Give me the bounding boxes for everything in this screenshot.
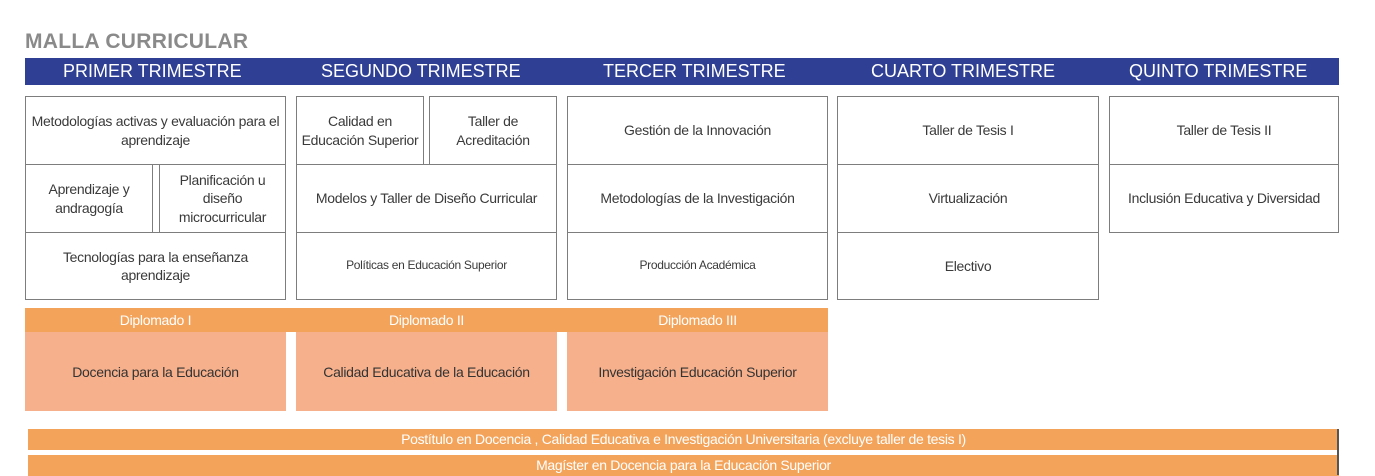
header-trimestre-4: CUARTO TRIMESTRE — [871, 61, 1056, 81]
course-t3-gestion-innovacion: Gestión de la Innovación — [567, 96, 828, 165]
diplomado-2-nombre: Calidad Educativa de la Educación — [296, 332, 557, 411]
diplomado-1-nombre: Docencia para la Educación — [25, 332, 286, 411]
course-t5-inclusion-educativa: Inclusión Educativa y Diversidad — [1109, 164, 1339, 233]
course-t1-aprendizaje-andragogia: Aprendizaje y andragogía — [25, 164, 153, 233]
trimester-header-bar — [25, 58, 1339, 85]
header-trimestre-1: PRIMER TRIMESTRE — [63, 61, 242, 81]
page-title: MALLA CURRICULAR — [25, 30, 249, 53]
course-t2-taller-acreditacion: Taller de Acreditación — [429, 96, 557, 165]
course-t3-metodologias-investigacion: Metodologías de la Investigación — [567, 164, 828, 233]
diplomado-3-nombre: Investigación Educación Superior — [567, 332, 828, 411]
course-t4-virtualizacion: Virtualización — [837, 164, 1099, 233]
diplomado-1-label: Diplomado I — [119, 312, 192, 328]
cell-divider — [152, 164, 153, 233]
course-t5-taller-tesis-2: Taller de Tesis II — [1109, 96, 1339, 165]
header-trimestre-5: QUINTO TRIMESTRE — [1129, 61, 1308, 81]
course-t1-planificacion-diseno: Planificación u diseño microcurricular — [159, 164, 286, 233]
header-trimestre-2: SEGUNDO TRIMESTRE — [321, 61, 521, 81]
course-t1-tecnologias: Tecnologías para la enseñanza aprendizaje — [25, 232, 286, 300]
course-t2-calidad-educacion-superior: Calidad en Educación Superior — [296, 96, 424, 165]
bar-edge — [1337, 429, 1339, 475]
header-trimestre-3: TERCER TRIMESTRE — [603, 61, 786, 81]
course-t1-metodologias-activas: Metodologías activas y evaluación para el aprendizaje — [25, 96, 286, 165]
course-t2-politicas: Políticas en Educación Superior — [296, 232, 557, 300]
diplomado-3-label: Diplomado III — [658, 312, 737, 328]
course-t4-taller-tesis-1: Taller de Tesis I — [837, 96, 1099, 165]
magister-bar: Magíster en Docencia para la Educación Superior — [28, 455, 1339, 476]
course-t4-electivo: Electivo — [837, 232, 1099, 300]
postitulo-bar: Postítulo en Docencia , Calidad Educativa e Investigación Universitaria (excluye taller de tesis I) — [28, 429, 1339, 450]
diplomado-2-label: Diplomado II — [389, 312, 464, 328]
course-t2-modelos-diseno-curricular: Modelos y Taller de Diseño Curricular — [296, 164, 557, 233]
course-t3-produccion-academica: Producción Académica — [567, 232, 828, 300]
